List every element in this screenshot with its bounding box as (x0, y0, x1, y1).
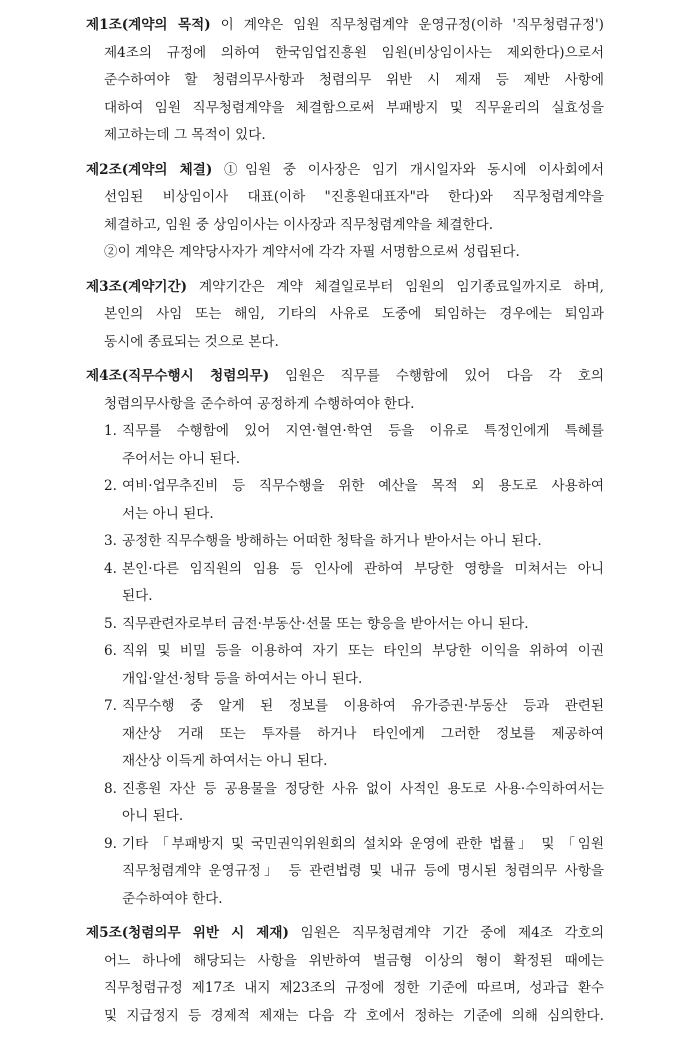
article-1-line-2: 제4조의 규정에 의하여 한국임업진흥원 임원(비상임이사는 제외한다)으로서 (104, 44, 604, 61)
list-item (86, 556, 604, 611)
item-line: 공정한 직무수행을 방해하는 어떠한 청탁을 하거나 받아서는 아니 된다. (122, 533, 542, 549)
article-2-line-2: 선임된 비상임이사 대표(이하 "진흥원대표자"라 한다)와 직무청렴계약을 (104, 189, 604, 205)
item-line: 재산상 이득게 하여서는 아니 된다. (122, 753, 328, 769)
article-5-line-1 (86, 920, 604, 948)
article-3-text: 계약기간은 계약 체결일로부터 임원의 임기종료일까지로 하며, (187, 278, 604, 295)
article-5-line-3: 직무청렴규정 제17조 내지 제23조의 규정에 정한 기준에 따르며, 성과급 환수 (104, 980, 604, 996)
article-2 (86, 157, 604, 267)
item-number: 8. (104, 780, 117, 797)
article-1-line-1 (86, 12, 604, 40)
article-2-line-3: 체결하고, 임원 중 상임이사는 이사장과 직무청렴계약을 체결한다. (104, 216, 494, 233)
item-line: 서는 아니 된다. (122, 505, 214, 522)
item-line: 개입·알선·청탁 등을 하여서는 아니 된다. (122, 670, 363, 687)
article-1-line-3: 준수하여야 할 청렴의무사항과 청렴의무 위반 시 제재 등 제반 사항에 (104, 72, 604, 88)
item-number: 5. (104, 615, 117, 632)
article-3-heading: 제3조(계약기간) (86, 278, 188, 295)
list-item (86, 528, 604, 556)
article-3-line-3: 동시에 종료되는 것으로 본다. (104, 333, 279, 350)
item-number: 6. (104, 643, 117, 659)
contract-document (86, 12, 604, 1037)
list-item (86, 418, 604, 473)
item-number: 1. (104, 423, 117, 439)
item-line: 직무청렴계약 운영규정」 등 관련법령 및 내규 등에 명시된 청렴의무 사항을 (122, 863, 604, 879)
article-1-text: 이 계약은 임원 직무청렴계약 운영규정(이하 '직무청렴규정') (210, 17, 604, 33)
item-line: 된다. (122, 588, 153, 604)
item-line: 여비·업무추진비 등 직무수행을 위한 예산을 목적 외 용도로 사용하여 (122, 478, 604, 494)
article-1 (86, 12, 604, 150)
item-line: 진흥원 자산 등 공용물을 정당한 사유 없이 사적인 용도로 사용·수익하여서는 (122, 780, 604, 797)
article-1-line-4: 대하여 임원 직무청렴계약을 체결함으로써 부패방지 및 직무윤리의 실효성을 (104, 99, 604, 116)
article-3 (86, 274, 604, 357)
item-line: 재산상 거래 또는 투자를 하거나 타인에게 그러한 정보를 제공하여 (122, 725, 604, 742)
article-5 (86, 920, 604, 1030)
article-4-line-1 (86, 363, 604, 391)
item-number: 2. (104, 478, 117, 494)
item-number: 9. (104, 835, 117, 852)
list-item (86, 638, 604, 693)
article-1-line-5: 제고하는데 그 목적이 있다. (104, 127, 266, 143)
list-item (86, 776, 604, 831)
item-number: 7. (104, 698, 117, 714)
item-line: 직무를 수행함에 있어 지연·혈연·학연 등을 이유로 특정인에게 특혜를 (122, 423, 604, 439)
article-2-text: ①임원 중 이사장은 임기 개시일자와 동시에 이사회에서 (212, 161, 604, 178)
item-line: 준수하여야 한다. (122, 890, 223, 907)
item-line: 아니 된다. (122, 808, 184, 824)
item-line: 기타 「부패방지 및 국민권익위원회의 설치와 운영에 관한 법률」 및 「임원 (122, 835, 604, 852)
article-2-heading: 제2조(계약의 체결) (86, 161, 213, 178)
article-5-text: 임원은 직무청렴계약 기간 중에 제4조 각호의 (289, 925, 604, 941)
article-5-heading: 제5조(청렴의무 위반 시 제재) (86, 925, 289, 941)
list-item (86, 831, 604, 914)
list-item (86, 693, 604, 776)
item-number: 4. (104, 560, 117, 577)
item-line: 직무관련자로부터 금전·부동산·선물 또는 향응을 받아서는 아니 된다. (122, 615, 529, 632)
article-2-line-1 (86, 157, 604, 185)
list-item (86, 611, 604, 639)
article-2-line-4: ②이 계약은 계약당사자가 계약서에 각각 자필 서명함으로써 성립된다. (104, 244, 520, 260)
article-4-text: 임원은 직무를 수행함에 있어 다음 각 호의 (269, 368, 604, 384)
article-1-heading: 제1조(계약의 목적) (86, 17, 211, 33)
article-4-line-2: 청렴의무사항을 준수하여 공정하게 수행하여야 한다. (104, 395, 415, 412)
article-4-item-list (86, 418, 604, 913)
article-4-heading: 제4조(직무수행시 청렴의무) (86, 368, 270, 384)
article-4 (86, 363, 604, 913)
item-line: 본인·다른 임직원의 임용 등 인사에 관하여 부당한 영향을 미쳐서는 아니 (122, 560, 604, 577)
article-3-line-1 (86, 274, 604, 302)
item-line: 직무수행 중 알게 된 정보를 이용하여 유가증권·부동산 등과 관련된 (122, 698, 604, 714)
list-item (86, 473, 604, 528)
item-number: 3. (104, 533, 117, 549)
item-line: 주어서는 아니 된다. (122, 450, 241, 467)
item-line: 직위 및 비밀 등을 이용하여 자기 또는 타인의 부당한 이익을 위하여 이권 (122, 643, 604, 659)
article-3-line-2: 본인의 사임 또는 해임, 기타의 사유로 도중에 퇴임하는 경우에는 퇴임과 (104, 306, 604, 322)
article-5-line-4: 및 지급정지 등 경제적 제재는 다음 각 호에서 정하는 기준에 의해 심의한다. (104, 1007, 604, 1024)
article-5-line-2: 어느 하나에 해당되는 사항을 위반하여 벌금형 이상의 형이 확정된 때에는 (104, 952, 604, 969)
